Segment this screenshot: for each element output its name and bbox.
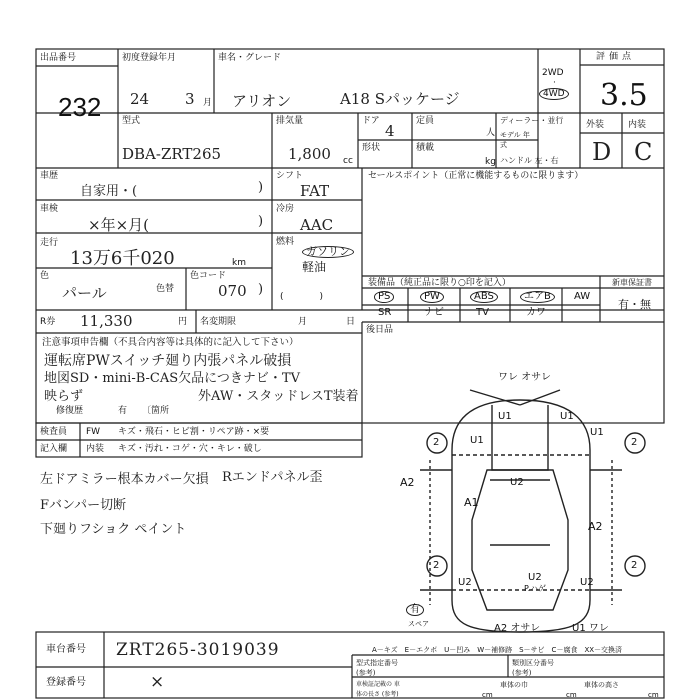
ext-grade: D	[592, 138, 612, 166]
shift-value: FAT	[300, 182, 330, 200]
notes-line-2: 地図SD・mini-B-CAS欠品につきナビ・TV	[44, 371, 300, 386]
equip-airbag: エアB	[520, 291, 555, 303]
door-value: 4	[385, 122, 395, 140]
mark-paint: P.ハゲ	[524, 584, 547, 593]
color-value: パール	[62, 284, 107, 302]
plate-label: 登録番号	[46, 677, 86, 688]
door-label: ドア	[362, 116, 380, 126]
drive-4wd: 4WD	[539, 88, 569, 100]
history-close: )	[258, 180, 264, 195]
color-code-value: 070	[218, 282, 247, 300]
notes-line-1: 運転席PWスイッチ廻り内張パネル破損	[44, 353, 292, 369]
name-label: 車名・グレード	[218, 53, 282, 63]
inspector-label: 検査員	[40, 427, 68, 437]
model-label: 型式	[122, 116, 141, 126]
after-label: 後日品	[366, 325, 394, 335]
sales-label: セールスポイント（正常に機能するものに限ります）	[368, 171, 584, 181]
history-label: 車歴	[40, 171, 59, 181]
mark-u1-a: U1	[498, 411, 512, 422]
plate-value: ×	[150, 672, 165, 692]
reg-label: 初度登録年月	[122, 53, 177, 63]
color-label: 色	[40, 271, 50, 281]
score-value: 3.5	[600, 78, 648, 113]
form-label-2: 類別区分番号 (参考)	[512, 659, 554, 677]
inspector-line-1b: Rエンドパネル歪	[222, 470, 323, 485]
name-change-day: 日	[346, 317, 356, 327]
car-grade: A18 Sパッケージ	[340, 90, 460, 108]
vin-value: ZRT265-3019039	[116, 640, 280, 660]
color-code-label: 色コード	[190, 271, 227, 281]
form-label-3: 車検証記載の 車体の長さ (参考)	[356, 681, 400, 698]
inspector-line-1: 左ドアミラー根本カバー欠損	[40, 472, 209, 487]
drive-dot: ·	[553, 78, 556, 88]
form-label-4: 車体の巾	[500, 681, 528, 689]
color-code-close: )	[258, 282, 264, 297]
cm-unit-2: cm	[566, 691, 577, 699]
name-change-month: 月	[298, 317, 308, 327]
load-label: 積載	[416, 143, 435, 153]
mark-2-a: 2	[433, 437, 440, 448]
equip-aw: AW	[574, 291, 591, 302]
vin-label: 車台番号	[46, 644, 86, 655]
form-label-5: 車体の高さ	[584, 681, 619, 689]
repair-value: 有	[118, 406, 128, 416]
model-value: DBA-ZRT265	[122, 145, 222, 163]
lot-label: 出品番号	[40, 53, 77, 63]
mark-spare-yes: 有	[406, 604, 424, 616]
fuel-kerosene: 軽油	[302, 260, 327, 274]
km-unit: km	[232, 258, 246, 268]
warranty-value: 有・無	[618, 298, 651, 311]
mark-a2-right: A2	[588, 520, 603, 533]
handle-label: ハンドル 左・右	[500, 156, 559, 165]
name-change-label: 名変期限	[200, 317, 237, 327]
car-diagram	[420, 390, 645, 632]
ac-label: 冷房	[276, 204, 295, 214]
mark-u2-c: U2	[580, 577, 594, 588]
notes-line-4: 外AW・スタッドレスT装着	[198, 389, 359, 404]
seat-unit: 人	[486, 128, 496, 138]
load-unit: kg	[485, 157, 496, 167]
recycle-label: R券	[40, 317, 56, 327]
fuel-paren: ( )	[280, 292, 324, 302]
fuel-label: 燃料	[276, 237, 295, 247]
recycle-yen: 円	[178, 317, 188, 327]
color-change-label: 色替	[156, 284, 175, 294]
disp-label: 排気量	[276, 116, 304, 126]
score-label: 評価点	[596, 52, 636, 62]
inspector-sub-label: 記入欄	[40, 444, 68, 454]
equip-navi: ナビ	[424, 307, 444, 318]
interior-items: キズ・汚れ・コゲ・穴・キレ・破し	[118, 444, 262, 454]
cm-unit-3: cm	[648, 691, 659, 699]
shift-label: シフト	[276, 171, 304, 181]
equip-tv: TV	[476, 307, 489, 318]
spare-label: スペア	[408, 620, 429, 628]
warranty-label: 新車保証書	[612, 278, 652, 287]
fw-items: キズ・飛石・ヒビ割・リペア跡・×要	[118, 427, 270, 437]
history-value: 自家用・(	[80, 184, 138, 199]
mark-a2-left: A2	[400, 476, 415, 489]
mark-2-d: 2	[631, 560, 638, 571]
equip-sr: SR	[378, 307, 392, 318]
notes-header: 注意事項申告欄（不具合内容等は具体的に記入して下さい）	[42, 337, 299, 348]
repair-place: 〔箇所	[142, 406, 170, 416]
diagram-note-1: A2 オサレ	[494, 623, 541, 634]
cm-unit-1: cm	[482, 691, 493, 699]
mileage-label: 走行	[40, 238, 59, 248]
equipment-label: 装備品（純正品に限り○印を記入）	[368, 278, 511, 288]
diagram-note-2: U1 ワレ	[572, 623, 609, 634]
lot-number: 232	[58, 92, 102, 122]
inspector-line-2: Fバンパー切断	[40, 498, 127, 513]
mark-u2-a: U2	[510, 477, 524, 488]
disp-value: 1,800	[288, 145, 331, 163]
mark-u1-d: U1	[590, 427, 604, 438]
shape-label: 形状	[362, 143, 381, 153]
fuel-gas: ガソリン	[302, 246, 354, 258]
mark-2-c: 2	[433, 560, 440, 571]
mark-u2-d: U2	[528, 572, 542, 583]
legend-text: A－キズ E－エクボ U－凹み W－補修跡 S－サビ C－腐食 XX－交換済	[372, 646, 623, 654]
inspector-line-3: 下廻りフショク ペイント	[40, 522, 187, 537]
mileage-value: 13万6千020	[70, 248, 175, 269]
int-label: 内装	[628, 120, 647, 130]
inspect-label: 車検	[40, 204, 59, 214]
recycle-amount: 11,330	[80, 312, 133, 330]
month-unit: 月	[203, 98, 213, 108]
mark-a1: A1	[464, 496, 479, 509]
equip-pw: PW	[420, 291, 444, 303]
interior-label: 内装	[86, 444, 105, 454]
diagram-top-note: ワレ オサレ	[498, 372, 551, 383]
mark-u1-c: U1	[470, 435, 484, 446]
reg-month: 3	[185, 90, 195, 108]
ac-value: AAC	[300, 216, 334, 234]
reg-year: 24	[130, 90, 150, 108]
inspect-value: ×年×月(	[88, 216, 149, 234]
seat-label: 定員	[416, 116, 435, 126]
mark-u1-b: U1	[560, 411, 574, 422]
ext-label: 外装	[586, 120, 605, 130]
form-label-1: 型式指定番号 (参考)	[356, 659, 398, 677]
mark-u2-b: U2	[458, 577, 472, 588]
int-grade: C	[634, 138, 653, 166]
notes-line-3: 映らず	[44, 389, 84, 404]
model-year-label: モデル 年式	[500, 131, 530, 149]
equip-ps: PS	[374, 291, 394, 303]
drive-2wd: 2WD	[542, 68, 564, 78]
repair-label: 修復歴	[56, 406, 84, 416]
equip-abs: ABS	[470, 291, 498, 303]
fw-label: FW	[86, 427, 101, 437]
disp-unit: cc	[343, 156, 353, 166]
mark-2-b: 2	[631, 437, 638, 448]
dealer-label: ディーラー・並行	[500, 116, 564, 125]
car-name: アリオン	[232, 92, 292, 110]
inspect-close: )	[258, 214, 264, 229]
equip-leather: カワ	[526, 307, 546, 318]
